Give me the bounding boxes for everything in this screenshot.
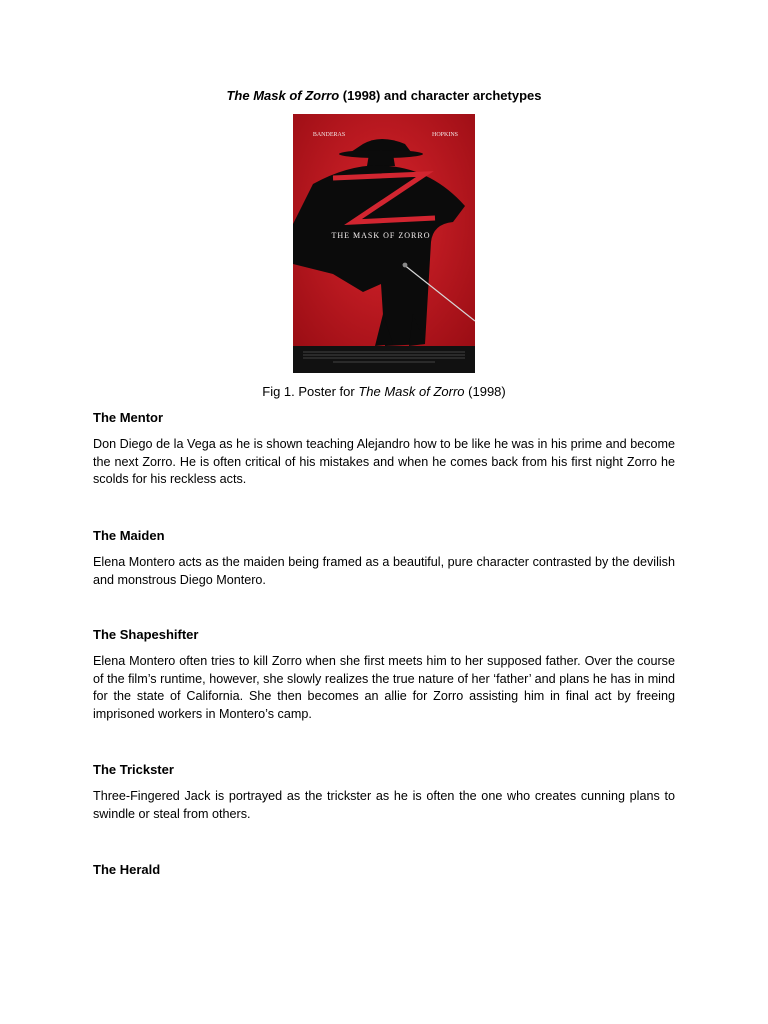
figure-caption [0, 384, 768, 399]
caption-italic: The Mask of Zorro [358, 384, 465, 399]
poster-credits-band [293, 346, 475, 373]
poster-actor-left: BANDERAS [312, 132, 346, 138]
section-maiden [93, 528, 675, 589]
section-heading: The Herald [93, 862, 161, 877]
poster-actor-right: HOPKINS [431, 132, 459, 138]
section-text: Three-Fingered Jack is portrayed as the trickster as he is often the one who creates cunning plans to swindle or steal from others. [93, 789, 675, 821]
document-title [0, 88, 768, 103]
title-rest: (1998) and character archetypes [339, 88, 542, 103]
section-herald [93, 862, 675, 877]
section-heading: The Trickster [93, 762, 174, 777]
section-text: Elena Montero acts as the maiden being framed as a beautiful, pure character contrasted by the devilish and monstrous Diego Montero. [93, 555, 675, 587]
title-italic: The Mask of Zorro [226, 88, 340, 103]
section-mentor [93, 410, 675, 489]
section-shapeshifter [93, 627, 675, 723]
caption-prefix: Fig 1. Poster for [262, 384, 359, 399]
section-heading: The Maiden [93, 528, 165, 543]
poster-film-title: THE MASK OF ZORRO [331, 231, 431, 240]
section-heading: The Mentor [93, 410, 164, 425]
section-trickster [93, 762, 675, 823]
section-text: Elena Montero often tries to kill Zorro when she first meets him to her supposed father. Over the course of the film’s runtime, however, she slowly realizes the true nature of her ‘father’ and plans he has in mind for the state of California. She then becomes an allie for Zorro assisting him in final act by freeing imprisoned workers in Montero’s camp. [93, 654, 675, 721]
section-heading: The Shapeshifter [93, 627, 199, 642]
caption-suffix: (1998) [464, 384, 506, 399]
poster-artwork [293, 114, 475, 373]
section-text: Don Diego de la Vega as he is shown teaching Alejandro how to be like he was in his prime and become the next Zorro. He is often critical of his mistakes and when he comes back from his first night Zorro he scolds for his reckless acts. [93, 437, 675, 486]
movie-poster-image [293, 114, 475, 373]
